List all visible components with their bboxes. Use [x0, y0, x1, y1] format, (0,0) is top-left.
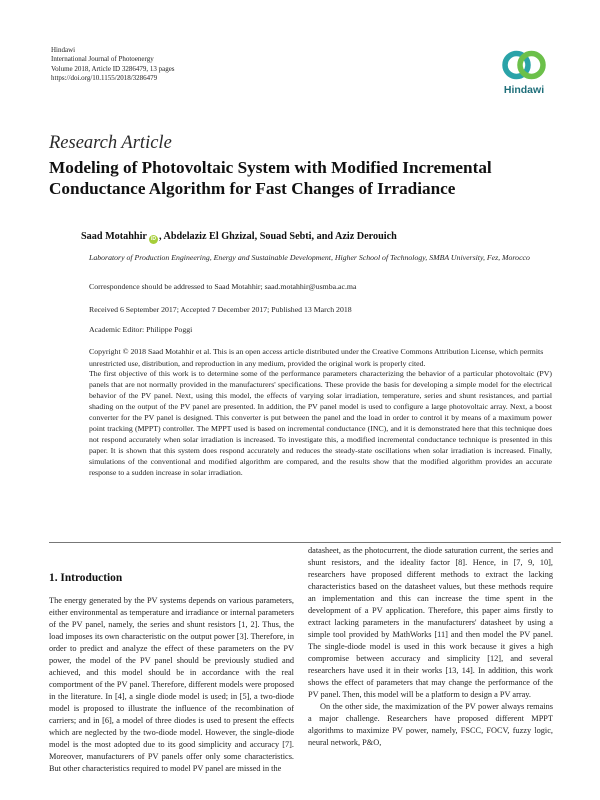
- author-list: [81, 231, 397, 244]
- academic-editor: Academic Editor: Philippe Poggi: [89, 325, 193, 334]
- section-heading: 1. Introduction: [49, 572, 123, 584]
- journal-name: International Journal of Photoenergy: [51, 55, 154, 64]
- doi-link[interactable]: https://doi.org/10.1155/2018/3286479: [51, 74, 158, 83]
- copyright-notice: Copyright © 2018 Saad Motahhir et al. This is an open access article distributed under the Creative Commons Attribution License, which permits unrestricted use, distribution, and reproduction in any medium, provided the original work is properly cited.: [89, 347, 544, 368]
- body-column-right: [308, 545, 553, 749]
- hindawi-wordmark: Hindawi: [503, 84, 545, 96]
- affiliation: Laboratory of Production Engineering, Energy and Sustainable Development, Higher School of Technology, SMBA University, Fez, Morocco: [89, 253, 530, 262]
- body-paragraph: datasheet, as the photocurrent, the diode saturation current, the series and shunt resistors, and the ideality factor [8]. Hence, in [7, 9, 10], researchers have proposed different methods to extract the lacking characteristics based on the datasheet values, but these methods require an implementation and this can increase the time spent in the development of a PV application. Therefore, this paper aims firstly to extract lacking parameters in the manufacturers' datasheet by using a simple tool provided by MathWorks [11] and then model the PV panel. The single-diode model is used in this work because it gives a high compromise between accuracy and simplicity [12], and several researchers have used it in their works [13, 14]. In addition, this work shows the effect of parameters that may change the performance of the PV panel. Then, this model will be a platform to design a PV array.: [308, 546, 553, 699]
- hindawi-rings-icon: [501, 46, 547, 84]
- orcid-icon[interactable]: iD: [150, 236, 156, 242]
- author-rest: , Abdelaziz El Ghzizal, Souad Sebti, and Aziz Derouich: [158, 231, 397, 242]
- body-column-left: [49, 595, 294, 775]
- body-paragraph: On the other side, the maximization of the PV power always remains a major challenge. Researchers have proposed different MPPT algorithms to maximize PV power, namely, FSCC, FOCV, fuzzy logic, neural network, P&O,: [308, 702, 553, 747]
- publication-dates: Received 6 September 2017; Accepted 7 December 2017; Published 13 March 2018: [89, 305, 352, 314]
- publisher-name: Hindawi: [51, 46, 76, 54]
- section-divider: [49, 542, 561, 543]
- correspondence: Correspondence should be addressed to Saad Motahhir; saad.motahhir@usmba.ac.ma: [89, 282, 357, 291]
- author-first[interactable]: Saad Motahhir: [81, 231, 147, 242]
- volume-info: Volume 2018, Article ID 3286479, 13 pages: [51, 64, 175, 73]
- paper-title: Modeling of Photovoltaic System with Modified Incremental Conductance Algorithm for Fast Changes of Irradiance: [49, 158, 492, 198]
- abstract: The first objective of this work is to determine some of the performance parameters characterizing the behavior of a particular photovoltaic (PV) panels that are not normally provided in the manufacturers' specifications. These provide the basis for developing a simple model for the electrical behavior of the PV panel. Next, using this model, the effects of varying solar irradiation, temperature, series and shunt resistances, and partial shading on the output of the PV panel are presented. In addition, the PV panel model is used to configure a large photovoltaic array. Next, a boost converter for the PV panel is designed. This converter is put between the panel and the load in order to control it by means of a maximum power point tracking (MPPT) controller. The MPPT used is based on incremental conductance (INC), and it is demonstrated here that this technique does not respond accurately when solar irradiation is increased. To investigate this, a modified incremental conductance technique is presented in this paper. It is shown that this system does respond accurately and reduces the steady-state oscillations when solar irradiation is increased. Finally, simulations of the conventional and modified algorithm are compared, and the results show that the modified algorithm provides an accurate response to a sudden increase in solar irradiation.: [89, 369, 552, 477]
- body-paragraph: The energy generated by the PV systems depends on various parameters, either environmental as temperature and irradiance or internal parameters of the PV panel, namely, the series and shunt resistors [1, 2]. Thus, the load imposes its own characteristic on the output power [3]. Therefore, in order to predict and analyze the effect of these parameters on the PV power, the model of the PV panel should be previously studied and achieved, and this model should be in accordance with the real comportment of the PV panel. Therefore, different models were proposed in the literature. In [4], a single diode model is used; in [5], a two-diode model is proposed to illustrate the influence of the recombination of carriers; and in [6], a model of three diodes is used to present the effects which are neglected by the two-diode model. However, the single-diode model is the most adopted due to its good simplicity and accuracy [7]. Moreover, manufacturers of PV panels offer only some characteristics. But other characteristics required to model PV panel are missed in the: [49, 596, 294, 773]
- hindawi-logo: [498, 46, 550, 104]
- journal-meta: [51, 46, 175, 84]
- article-type: Research Article: [49, 133, 172, 153]
